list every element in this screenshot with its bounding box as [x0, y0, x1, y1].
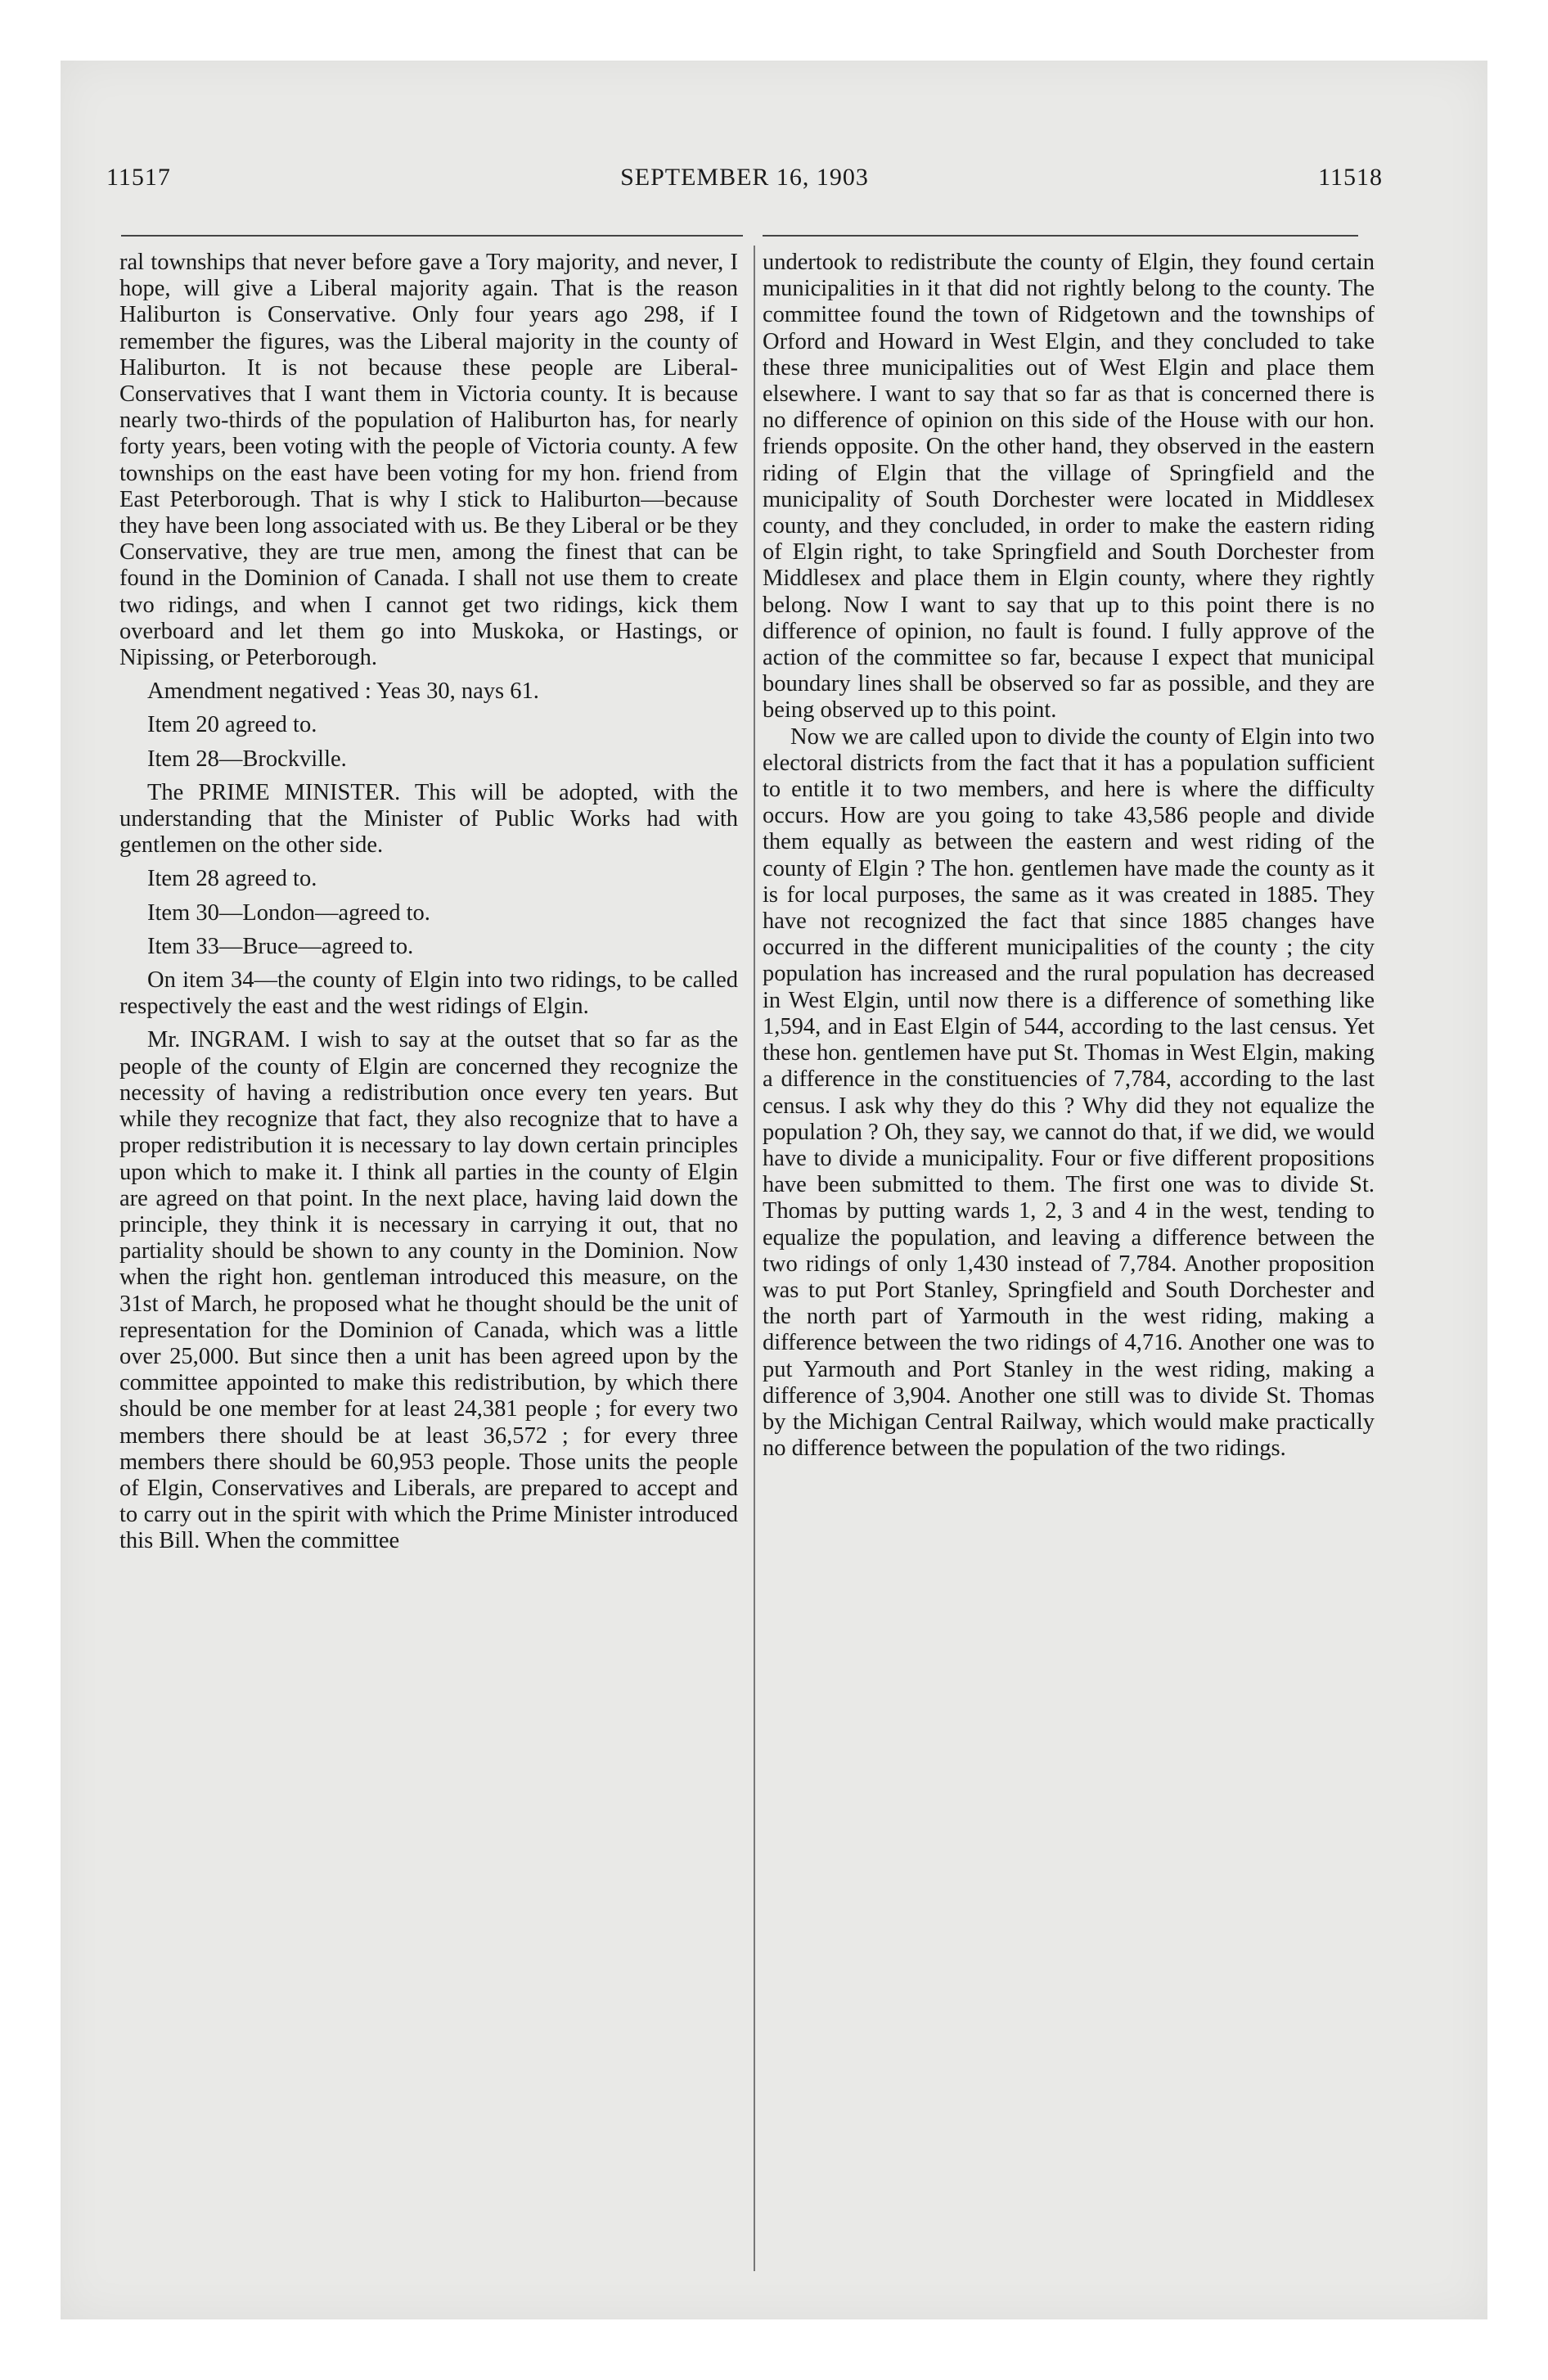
page-number-right: 11518 — [1318, 164, 1383, 191]
paragraph: undertook to redistribute the county of Elgin, they found certain municipalities in it that did not rightly belong to the county. The committee found the town of Ridgetown and the townships of Orford and Howard in West Elgin, and they concluded to take these three municipalities out of West Elgin and place them elsewhere. I want to say that so far as that is concerned there is no difference of opinion on this side of the House with our hon. friends opposite. On the other hand, they observed in the eastern riding of Elgin that the village of Springfield and the municipality of South Dorchester were located in Middlesex county, and they concluded, in order to make the eastern riding of Elgin right, to take Springfield and South Dorchester from Middlesex and place them in Elgin county, where they rightly belong. Now I want to say that up to this point there is no difference of opinion, no fault is found. I fully approve of the action of the committee so far, because I expect that municipal boundary lines shall be observed so far as possible, and they are being observed up to this point. — [763, 250, 1375, 723]
paragraph: On item 34—the county of Elgin into two ridings, to be called respectively the east and the west ridings of Elgin. — [119, 967, 738, 1020]
header-rule-right — [763, 235, 1358, 237]
paragraph: Amendment negatived : Yeas 30, nays 61. — [147, 678, 539, 705]
page-date: SEPTEMBER 16, 1903 — [620, 164, 869, 191]
paragraph: Item 28 agreed to. — [147, 866, 317, 892]
left-column — [119, 250, 738, 1555]
paragraph: Item 20 agreed to. — [147, 712, 317, 738]
paragraph: Item 33—Bruce—agreed to. — [147, 933, 414, 959]
paragraph: Mr. INGRAM. I wish to say at the outset that so far as the people of the county of Elgin are concerned they recognize the necessity of having a redistribution once every ten years. But while they recognize that fact, they also recognize that to have a proper redistribution it is necessary to lay down certain principles upon which to make it. I think all parties in the county of Elgin are agreed on that point. In the next place, having laid down the principle, they think it is necessary in carrying it out, that no partiality should be shown to any county in the Dominion. Now when the right hon. gentleman introduced this measure, on the 31st of March, he proposed what he thought should be the unit of representation for the Dominion of Canada, which was a little over 25,000. But since then a unit has been agreed upon by the committee appointed to make this redistribution, by which there should be one member for at least 24,381 people ; for every two members there should be at least 36,572 ; for every three members there should be 60,953 people. Those units the people of Elgin, Conservatives and Liberals, are prepared to accept and to carry out in the spirit with which the Prime Minister introduced this Bill. When the committee — [119, 1027, 738, 1554]
right-column — [763, 250, 1375, 1462]
page-number-left: 11517 — [106, 164, 171, 191]
paragraph: Now we are called upon to divide the county of Elgin into two electoral districts from the fact that it has a population sufficient to entitle it to two members, and here is where the difficulty occurs. How are you going to take 43,586 people and divide them equally as between the eastern and west riding of the county of Elgin ? The hon. gentlemen have made the county as it is for local purposes, the same as it was created in 1885. They have not recognized the fact that since 1885 changes have occurred in the different municipalities of the county ; the city population has increased and the rural population has decreased in West Elgin, until now there is a difference of something like 1,594, and in East Elgin of 544, according to the last census. Yet these hon. gentlemen have put St. Thomas in West Elgin, making a difference in the constituencies of 7,784, according to the last census. I ask why they do this ? Why did they not equalize the population ? Oh, they say, we cannot do that, if we did, we would have to divide a municipality. Four or five different propositions have been submitted to them. The first one was to divide St. Thomas by putting wards 1, 2, 3 and 4 in the west, tending to equalize the population, and leaving a difference between the two ridings of only 1,430 instead of 7,784. Another proposition was to put Port Stanley, Springfield and South Dorchester and the north part of Yarmouth in the west riding, making a difference between the two ridings of 4,716. Another one was to put Yarmouth and Port Stanley in the west riding, making a difference of 3,904. Another one still was to divide St. Thomas by the Michigan Central Railway, which would make practically no difference between the population of the two ridings. — [763, 723, 1375, 1462]
page-header — [106, 164, 1383, 205]
paragraph: Item 28—Brockville. — [147, 746, 347, 772]
header-rule-left — [121, 235, 743, 237]
paragraph: Item 30—London—agreed to. — [147, 899, 430, 926]
column-divider — [754, 246, 755, 2271]
paragraph: ral townships that never before gave a Tory majority, and never, I hope, will give a Liberal majority again. That is the reason Haliburton is Conservative. Only four years ago 298, if I remember the figures, was the Liberal majority in the county of Haliburton. It is not because these people are Liberal-Conservatives that I want them in Victoria county. It is because nearly two-thirds of the population of Haliburton has, for nearly forty years, been voting with the people of Victoria county. A few townships on the east have been voting for my hon. friend from East Peterborough. That is why I stick to Haliburton—because they have been long associated with us. Be they Liberal or be they Conservative, they are true men, among the finest that can be found in the Dominion of Canada. I shall not use them to create two ridings, and when I cannot get two ridings, kick them overboard and let them go into Muskoka, or Hastings, or Nipissing, or Peterborough. — [119, 250, 738, 671]
paragraph: The PRIME MINISTER. This will be adopted, with the understanding that the Minister of Public Works had with gentlemen on the other side. — [119, 779, 738, 859]
